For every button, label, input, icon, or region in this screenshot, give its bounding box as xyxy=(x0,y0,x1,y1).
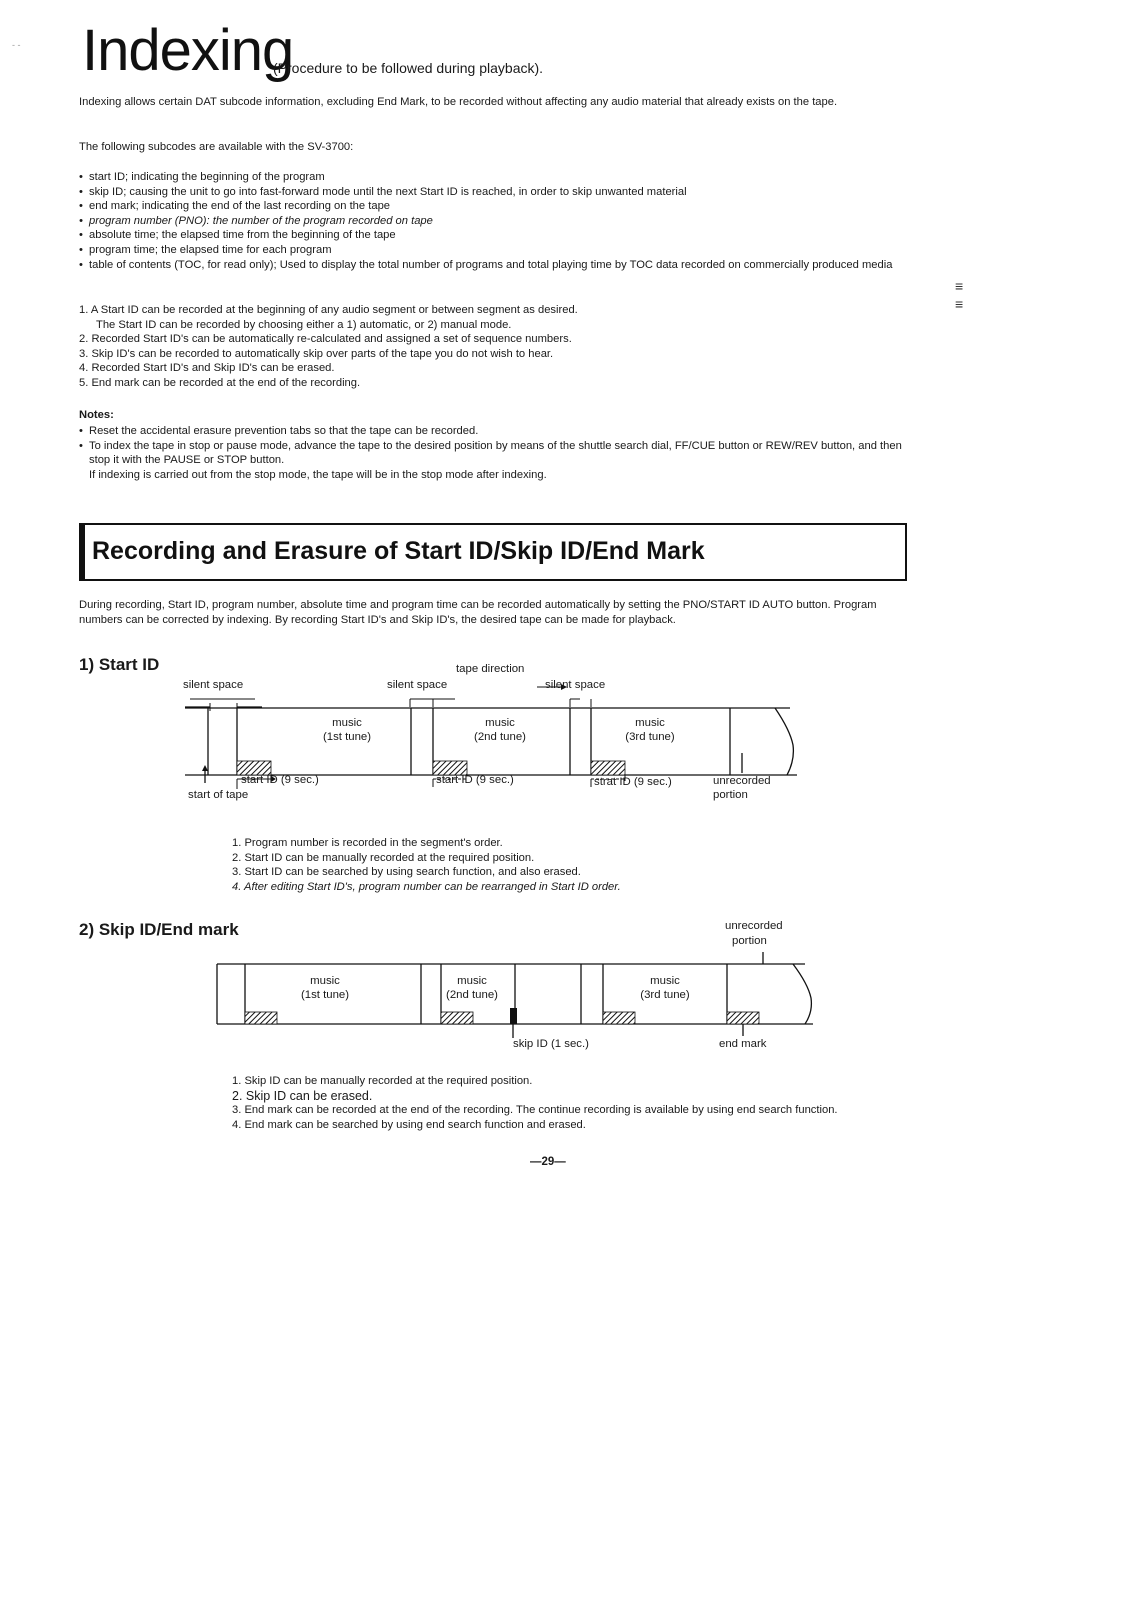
skip-id-diagram xyxy=(205,920,825,1060)
step-item: 4. Recorded Start ID's and Skip ID's can be erased. xyxy=(79,362,335,375)
notes-heading: Notes: xyxy=(79,409,114,421)
step-item: 5. End mark can be recorded at the end of the recording. xyxy=(79,376,361,389)
tape-direction-label: tape direction xyxy=(456,663,525,675)
start-id-heading: 1) Start ID xyxy=(79,655,160,674)
music-label: music xyxy=(650,975,680,987)
skip-id-label: skip ID (1 sec.) xyxy=(513,1038,589,1050)
step-item: 3. Skip ID's can be recorded to automatically skip over parts of the tape you do not wish to hear. xyxy=(79,347,554,360)
portion-label: portion xyxy=(732,935,767,947)
start-id-label: start ID (9 sec.) xyxy=(241,774,319,786)
subcode-item: • start ID; indicating the beginning of the program xyxy=(79,170,919,185)
start-of-tape-label: start of tape xyxy=(188,789,249,801)
step-item: 1. A Start ID can be recorded at the beginning of any audio segment or between segment as desired. xyxy=(79,304,578,316)
music-label: music xyxy=(310,975,340,987)
scan-mark: ≡ xyxy=(955,296,964,312)
music-label: music xyxy=(457,975,487,987)
step-item: 2. Skip ID can be erased. xyxy=(232,1088,373,1103)
music-label: music xyxy=(635,717,665,729)
silent-space-label: silent space xyxy=(387,679,448,691)
scan-mark: ≡ xyxy=(955,278,964,294)
tune-label: (1st tune) xyxy=(322,731,372,743)
start-id-diagram xyxy=(175,663,825,825)
intro-paragraph: Indexing allows certain DAT subcode information, excluding End Mark, to be recorded without affecting any audio material that already exists on the tape. xyxy=(79,96,838,108)
start-id-steps xyxy=(232,836,932,894)
unrecorded-label: unrecorded xyxy=(713,775,771,787)
notes-list xyxy=(79,424,919,482)
step-item: 3. Start ID can be searched by using search function, and also erased. xyxy=(232,866,581,879)
page-number: —29— xyxy=(530,1156,566,1168)
silent-space-label: silent space xyxy=(545,679,606,691)
silent-space-label: silent space xyxy=(183,679,244,691)
steps-list xyxy=(79,303,899,391)
subcode-item: • program number (PNO): the number of the program recorded on tape xyxy=(79,214,919,229)
tune-label: (1st tune) xyxy=(300,989,350,1001)
step-item: 4. End mark can be searched by using end search function and erased. xyxy=(232,1118,586,1131)
subcode-item: • table of contents (TOC, for read only); Used to display the total number of programs and total playing time by TOC data recorded on commercially produced media xyxy=(79,258,919,273)
tune-label: (3rd tune) xyxy=(625,731,675,743)
music-label: music xyxy=(485,717,515,729)
tune-label: (2nd tune) xyxy=(446,989,498,1001)
note-extra: If indexing is carried out from the stop mode, the tape will be in the stop mode after indexing. xyxy=(89,468,547,481)
unrecorded-label: unrecorded xyxy=(725,920,783,932)
scan-mark: - - xyxy=(12,40,21,50)
step-item: 1. Skip ID can be manually recorded at the required position. xyxy=(232,1075,533,1087)
skip-id-steps xyxy=(232,1074,932,1132)
tune-label: (3rd tune) xyxy=(640,989,690,1001)
music-label: music xyxy=(332,717,362,729)
step-item: 4. After editing Start ID's, program number can be rearranged in Start ID order. xyxy=(232,880,621,893)
note-item: • Reset the accidental erasure prevention tabs so that the tape can be recorded. xyxy=(79,424,919,439)
step-item: 2. Recorded Start ID's can be automatically re-calculated and assigned a set of sequence numbers. xyxy=(79,333,572,346)
subcode-intro: The following subcodes are available with the SV-3700: xyxy=(79,141,354,153)
end-mark-label: end mark xyxy=(719,1038,767,1050)
step-item: 1. Program number is recorded in the segment's order. xyxy=(232,837,503,849)
subcode-list xyxy=(79,170,919,272)
page-title: Indexing xyxy=(82,18,294,83)
subcode-item: • end mark; indicating the end of the last recording on the tape xyxy=(79,199,919,214)
step-item: 3. End mark can be recorded at the end of the recording. The continue recording is available by using end search function. xyxy=(232,1104,838,1117)
note-item: • To index the tape in stop or pause mode, advance the tape to the desired position by means of the shuttle search dial, FF/CUE button or REW/REV button, and then stop it with the PAUSE or STOP button. xyxy=(79,439,919,468)
step-item: 2. Start ID can be manually recorded at the required position. xyxy=(232,851,535,864)
portion-label: portion xyxy=(713,789,748,801)
subcode-item: • skip ID; causing the unit to go into fast-forward mode until the next Start ID is reached, in order to skip unwanted material xyxy=(79,185,919,200)
step-item: The Start ID can be recorded by choosing either a 1) automatic, or 2) manual mode. xyxy=(96,318,512,331)
skip-id-heading: 2) Skip ID/End mark xyxy=(79,920,239,939)
strat-id-label: strat ID (9 sec.) xyxy=(594,776,672,788)
section-intro: During recording, Start ID, program number, absolute time and program time can be recorded automatically by setting the PNO/START ID AUTO button. Program numbers can be corrected by indexing. By recording Start ID's and Skip ID's, the desired tape can be made for playback. xyxy=(79,599,877,626)
page-subtitle: (Procedure to be followed during playback). xyxy=(273,60,544,76)
start-id-label: start ID (9 sec.) xyxy=(436,774,514,786)
section-title: Recording and Erasure of Start ID/Skip ID/End Mark xyxy=(92,537,705,565)
tune-label: (2nd tune) xyxy=(474,731,526,743)
subcode-item: • program time; the elapsed time for each program xyxy=(79,243,919,258)
subcode-item: • absolute time; the elapsed time from the beginning of the tape xyxy=(79,228,919,243)
